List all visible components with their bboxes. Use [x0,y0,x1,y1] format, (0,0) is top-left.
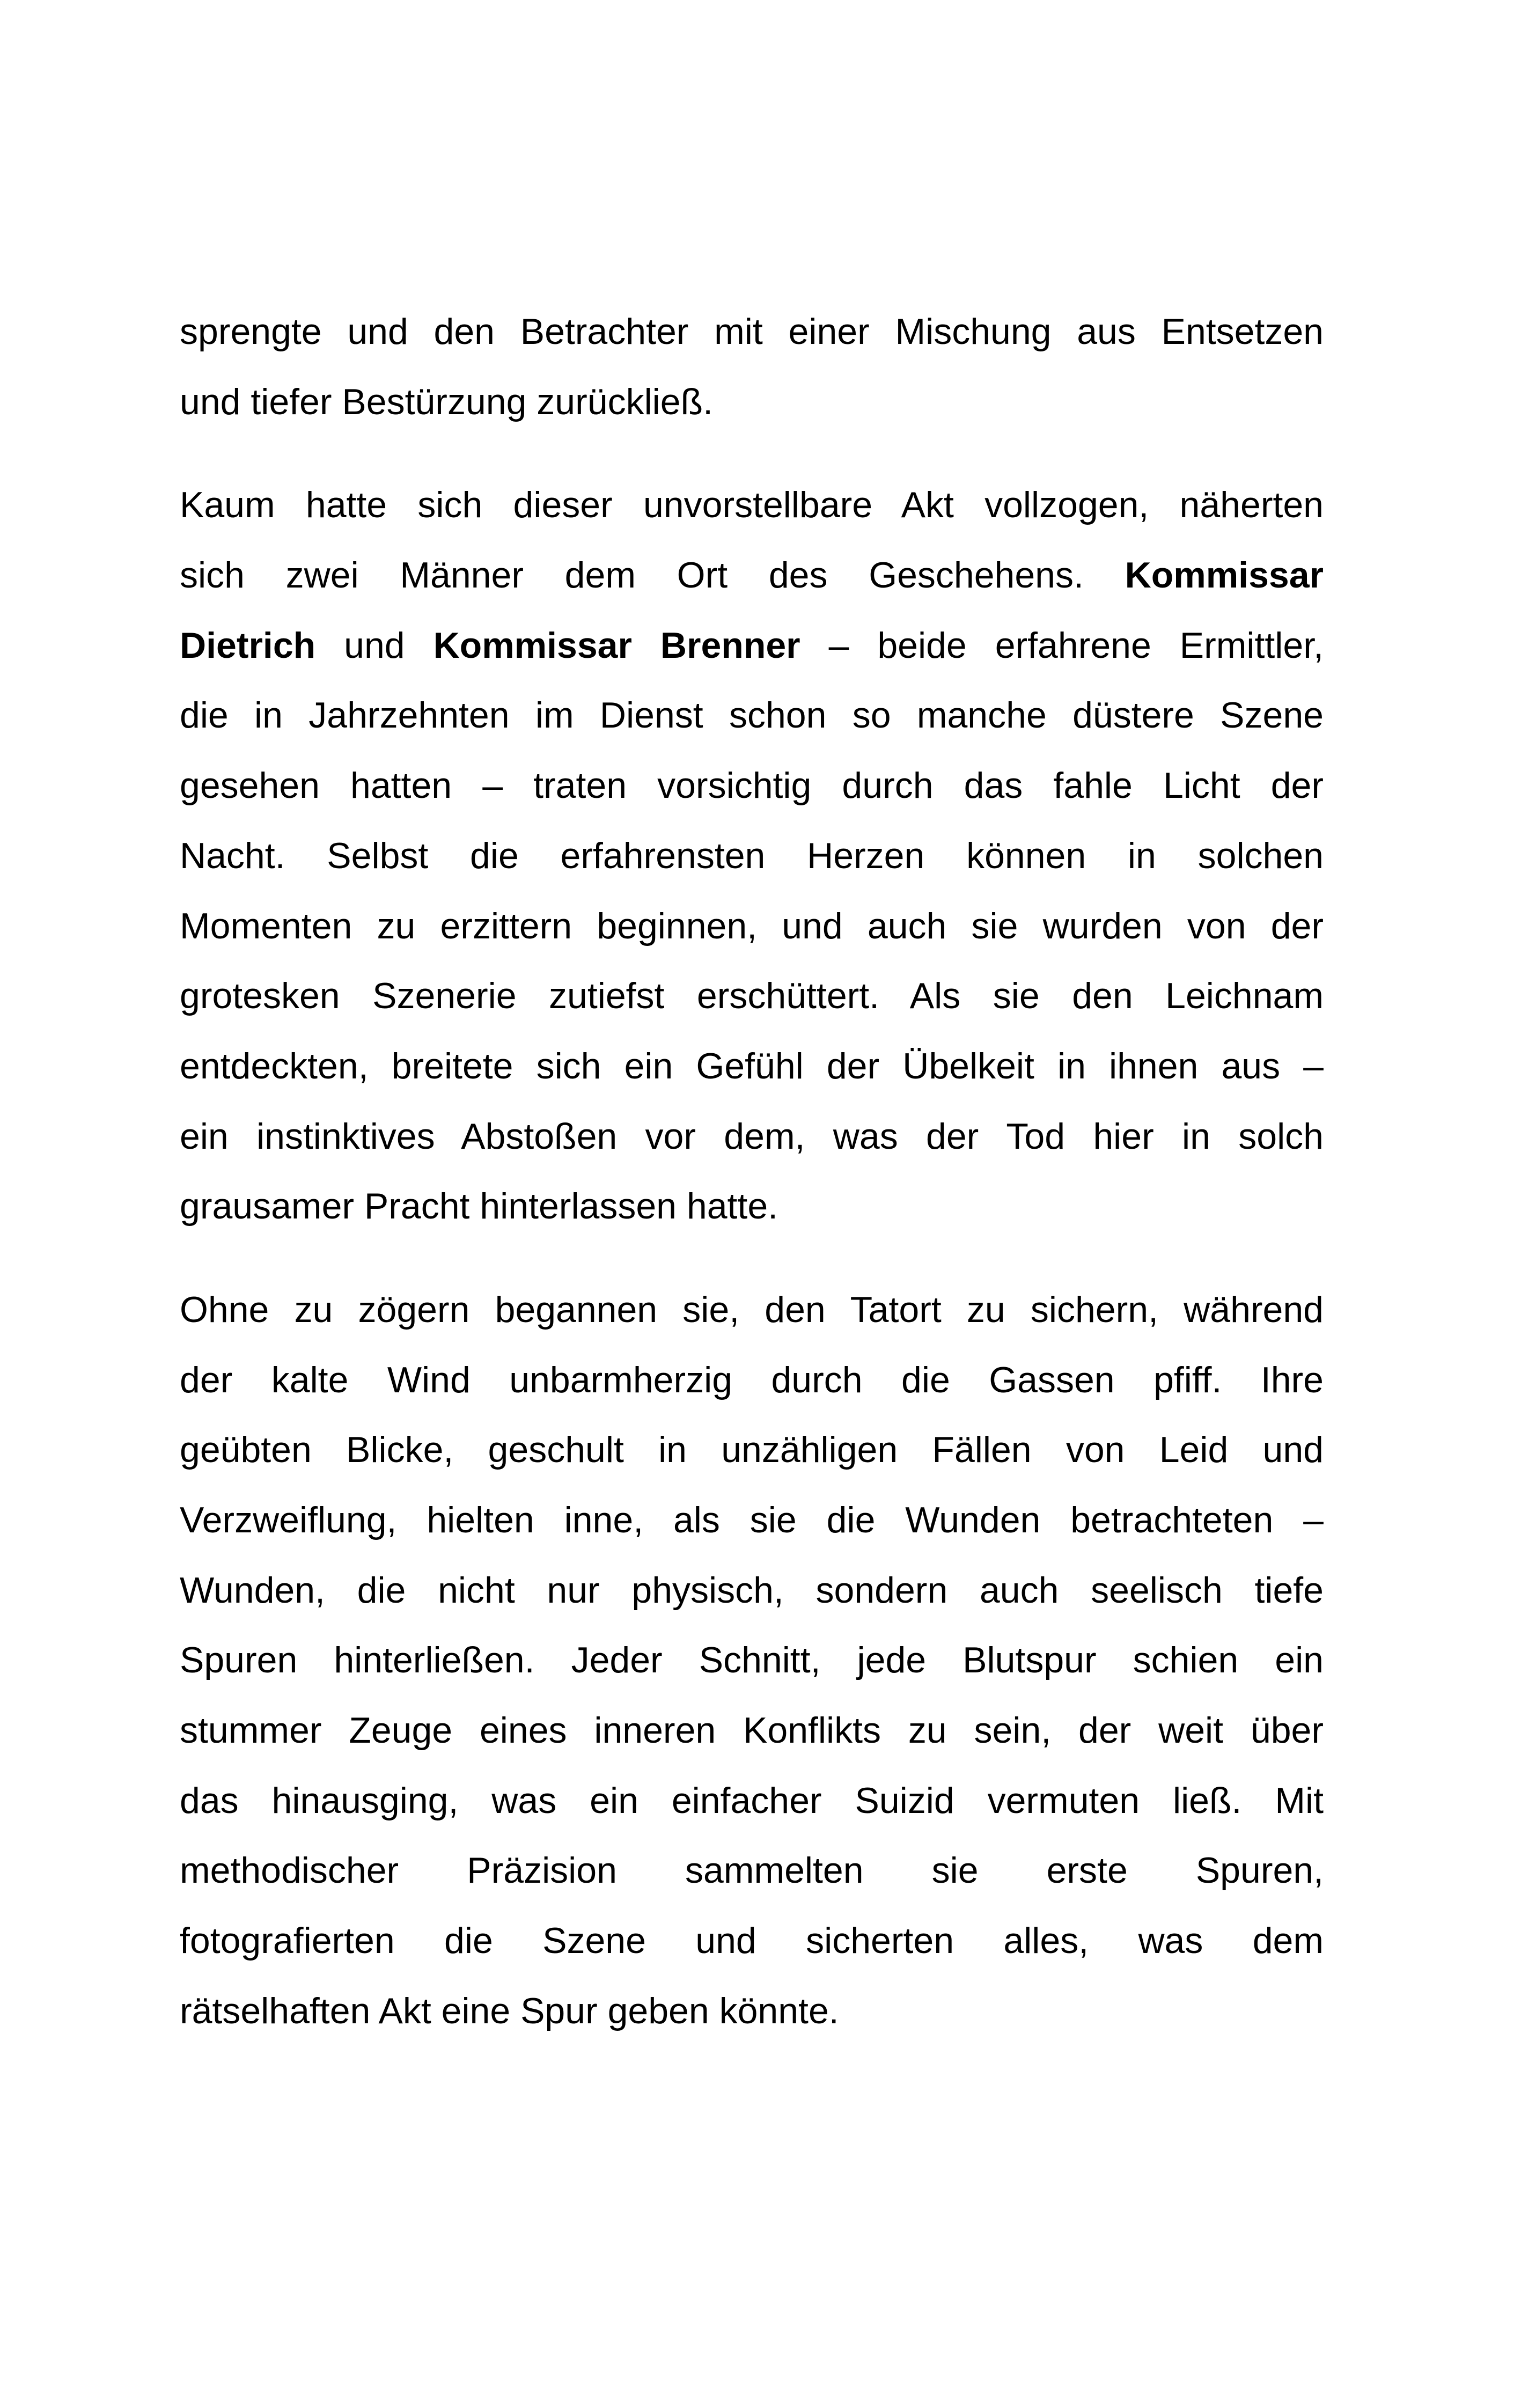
text-run: sprengte und den Betrachter mit einer Mischung aus Entsetzen [180,311,1324,352]
text-line [180,1625,1324,1695]
document-page [180,297,1324,2080]
text-run: gesehen hatten – traten vorsichtig durch das fahle Licht der [180,765,1324,806]
text-run: Kaum hatte sich dieser unvorstellbare Akt vollzogen, näherten [180,484,1324,526]
text-line [180,1766,1324,1836]
text-run: stummer Zeuge eines inneren Konflikts zu sein, der weit über [180,1710,1324,1751]
text-run: der kalte Wind unbarmherzig durch die Gassen pfiff. Ihre [180,1359,1324,1400]
text-run: Ohne zu zögern begannen sie, den Tatort zu sichern, während [180,1289,1324,1330]
paragraph [180,1275,1324,2046]
text-line [180,540,1324,611]
text-run: Wunden, die nicht nur physisch, sondern auch seelisch tiefe [180,1569,1324,1611]
text-line [180,297,1324,367]
text-run: rätselhaften Akt eine Spur geben könnte. [180,1990,839,2031]
text-line [180,611,1324,681]
text-run: methodischer Präzision sammelten sie erste Spuren, [180,1850,1324,1891]
text-line [180,1415,1324,1485]
text-line [180,1102,1324,1172]
paragraph [180,297,1324,437]
paragraph [180,470,1324,1242]
text-line [180,367,1324,437]
text-line [180,1695,1324,1766]
text-line [180,1555,1324,1626]
text-run: grotesken Szenerie zutiefst erschüttert. Als sie den Leichnam [180,975,1324,1017]
bold-name: Dietrich [180,625,316,666]
text-line [180,961,1324,1031]
text-line [180,821,1324,891]
text-line [180,1836,1324,1906]
text-run: die in Jahrzehnten im Dienst schon so manche düstere Szene [180,695,1324,736]
text-line [180,1345,1324,1415]
text-line [180,1906,1324,1976]
text-run: Momenten zu erzittern beginnen, und auch sie wurden von der [180,905,1324,946]
text-line [180,1031,1324,1102]
text-run: sich zwei Männer dem Ort des Geschehens. [180,555,1125,596]
text-run: fotografierten die Szene und sicherten alles, was dem [180,1920,1324,1962]
text-line [180,1485,1324,1555]
text-line [180,1275,1324,1345]
text-line [180,680,1324,751]
bold-name: Kommissar Brenner [433,625,800,666]
text-run: Nacht. Selbst die erfahrensten Herzen können in solchen [180,835,1324,876]
text-line [180,751,1324,821]
text-line [180,1171,1324,1242]
text-run: und tiefer Bestürzung zurückließ. [180,381,714,422]
text-line [180,1976,1324,2046]
text-run: grausamer Pracht hinterlassen hatte. [180,1186,778,1227]
text-line [180,891,1324,961]
text-run: Verzweiflung, hielten inne, als sie die Wunden betrachteten – [180,1500,1324,1540]
bold-name: Kommissar [1125,555,1324,596]
text-run: geübten Blicke, geschult in unzähligen Fällen von Leid und [180,1429,1324,1471]
text-run: und [315,625,433,666]
text-run: das hinausging, was ein einfacher Suizid vermuten ließ. Mit [180,1780,1324,1821]
text-run: – beide erfahrene Ermittler, [800,625,1324,666]
text-run: Spuren hinterließen. Jeder Schnitt, jede Blutspur schien ein [180,1640,1324,1681]
text-line [180,470,1324,540]
text-run: ein instinktives Abstoßen vor dem, was der Tod hier in solch [180,1115,1324,1157]
text-run: entdeckten, breitete sich ein Gefühl der Übelkeit in ihnen aus – [180,1045,1324,1086]
